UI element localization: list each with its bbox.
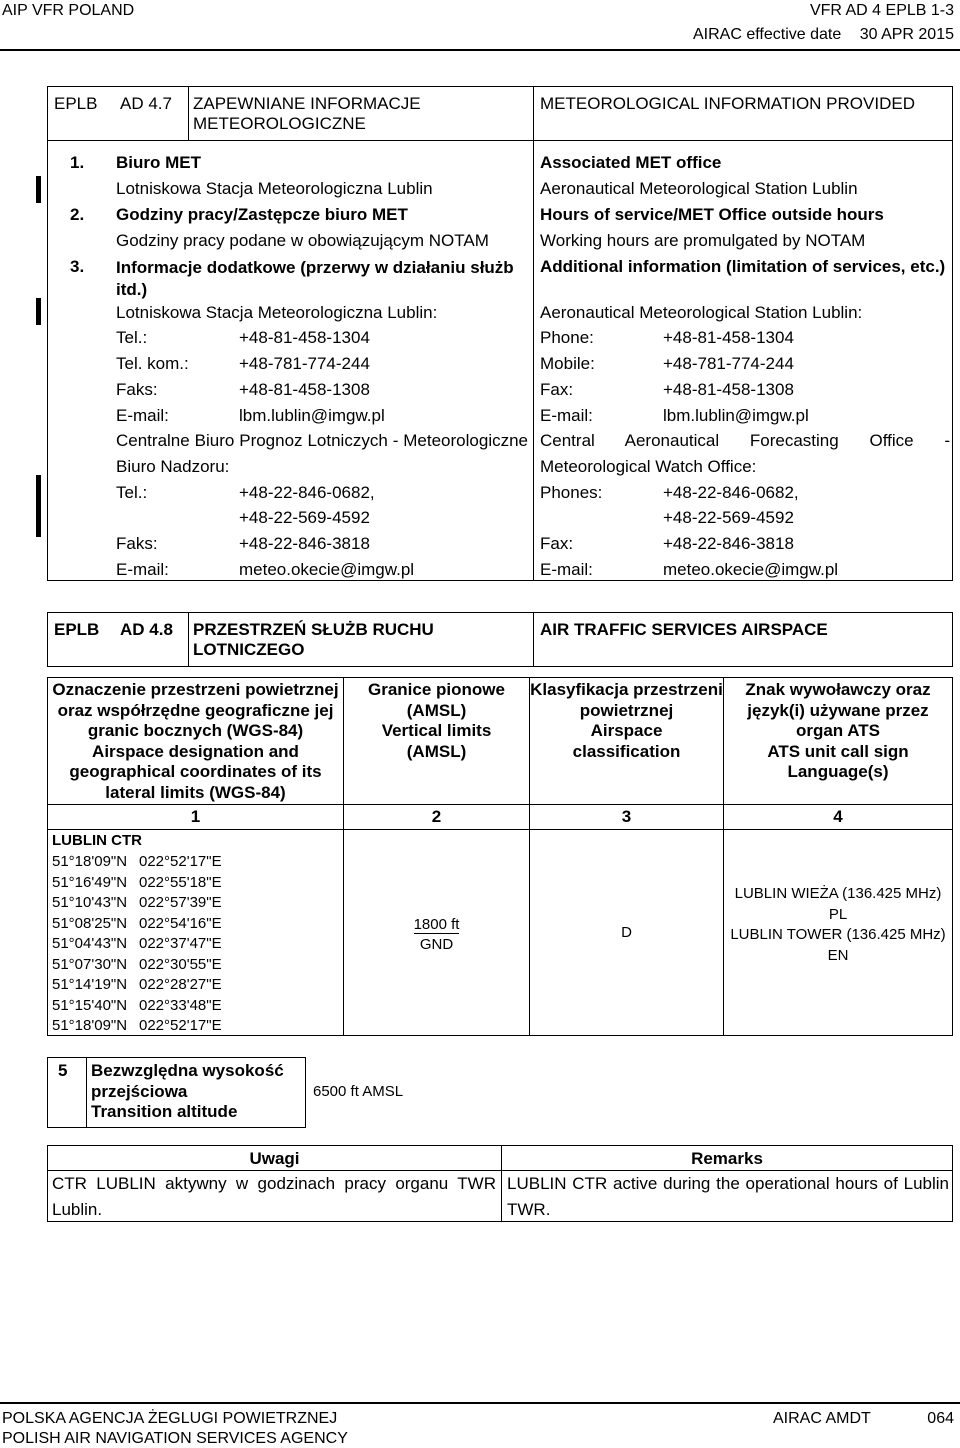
central-office-en: Central Aeronautical Forecasting Office - bbox=[540, 431, 950, 450]
ctr-name: LUBLIN CTR bbox=[52, 832, 142, 849]
item-text-pl: Godziny pracy podane w obowiązującym NOTAM bbox=[116, 231, 489, 250]
ad47-number: AD 4.7 bbox=[120, 94, 172, 113]
atc-callsign: LUBLIN WIEŻA (136.425 MHz) PL LUBLIN TOWER (136.425 MHz) EN bbox=[730, 885, 946, 964]
transition-altitude-value: 6500 ft AMSL bbox=[313, 1083, 404, 1100]
contact-label: Phone: bbox=[540, 328, 594, 347]
coordinate-latitude: 51°10'43"N bbox=[52, 894, 128, 911]
contact-value: +48-81-458-1308 bbox=[239, 380, 370, 399]
contact-value: +48-22-846-0682, bbox=[663, 483, 799, 502]
contact-value: +48-81-458-1304 bbox=[663, 328, 794, 347]
remarks-heading-en: Remarks bbox=[691, 1149, 763, 1168]
footer-agency-en: POLISH AIR NAVIGATION SERVICES AGENCY bbox=[2, 1430, 348, 1447]
change-bar bbox=[36, 176, 41, 203]
contact-value: +48-22-846-3818 bbox=[239, 534, 370, 553]
central-office-en-2: Meteorological Watch Office: bbox=[540, 457, 757, 476]
header-rule bbox=[0, 49, 960, 51]
coordinate-latitude: 51°18'09"N bbox=[52, 1017, 128, 1034]
coordinate-longitude: 022°52'17"E bbox=[139, 853, 222, 870]
contact-label: E-mail: bbox=[116, 560, 169, 579]
coordinate-latitude: 51°08'25"N bbox=[52, 914, 128, 932]
item-heading-pl: Godziny pracy/Zastępcze biuro MET bbox=[116, 205, 408, 224]
coordinate-latitude: 51°07'30"N bbox=[52, 955, 128, 973]
remarks-heading-pl: Uwagi bbox=[249, 1149, 300, 1168]
station-pl: Lotniskowa Stacja Meteorologiczna Lublin: bbox=[116, 303, 438, 322]
ad48-title-pl: PRZESTRZEŃ SŁUŻB RUCHU bbox=[193, 620, 434, 639]
coordinate-latitude: 51°16'49"N bbox=[52, 873, 128, 891]
contact-label: Tel.: bbox=[116, 483, 148, 502]
column-header-vertical-limits: Granice pionowe (AMSL) Vertical limits (AMSL) bbox=[368, 680, 505, 761]
transition-altitude-label: Bezwzględna wysokość przejściowa Transition altitude bbox=[91, 1061, 284, 1121]
contact-label: Mobile: bbox=[540, 354, 595, 373]
vertical-limits bbox=[344, 915, 529, 955]
central-office-pl-2: Biuro Nadzoru: bbox=[116, 457, 230, 476]
contact-value: +48-22-569-4592 bbox=[663, 508, 794, 527]
remarks-pl-2: Lublin. bbox=[52, 1200, 103, 1219]
contact-value: +48-781-774-244 bbox=[239, 354, 370, 373]
column-number: 2 bbox=[431, 807, 442, 826]
header-left: AIP VFR POLAND bbox=[2, 2, 135, 19]
coordinate-longitude: 022°37'47"E bbox=[139, 935, 222, 952]
column-header-designation: Oznaczenie przestrzeni powietrznej oraz współrzędne geograficzne jej granic bocznych (WGS-84) Airspace designation and geographical coordinates of its lateral limits (WGS-84) bbox=[52, 680, 339, 802]
contact-value: +48-22-569-4592 bbox=[239, 508, 370, 527]
footer-amdt-number: 064 bbox=[927, 1410, 954, 1427]
item-number: 2. bbox=[70, 205, 85, 224]
contact-value: +48-81-458-1308 bbox=[663, 380, 794, 399]
coordinate-longitude: 022°33'48"E bbox=[139, 996, 222, 1014]
column-header-classification: Klasyfikacja przestrzeni powietrznej Airspace classification bbox=[530, 680, 723, 761]
coordinate-longitude: 022°54'16"E bbox=[139, 914, 222, 932]
ad47-title-pl: ZAPEWNIANE INFORMACJE METEOROLOGICZNE bbox=[193, 94, 421, 133]
coordinate-latitude: 51°15'40"N bbox=[52, 996, 128, 1014]
coordinate-latitude: 51°04'43"N bbox=[52, 935, 128, 952]
column-header-callsign: Znak wywoławczy oraz język(i) używane przez organ ATS ATS unit call sign Language(s) bbox=[745, 680, 931, 781]
column-number: 3 bbox=[621, 807, 632, 826]
contact-value: +48-22-846-3818 bbox=[663, 534, 794, 553]
contact-label: Fax: bbox=[540, 380, 574, 399]
coordinate-longitude: 022°30'55"E bbox=[139, 955, 222, 973]
airac-effective-label: AIRAC effective date bbox=[693, 26, 842, 43]
contact-label: E-mail: bbox=[540, 406, 593, 425]
contact-label: Phones: bbox=[540, 483, 603, 502]
header-document-id: VFR AD 4 EPLB 1-3 bbox=[809, 2, 954, 19]
change-bar bbox=[36, 475, 41, 537]
ad48-title-pl-2: LOTNICZEGO bbox=[193, 640, 305, 659]
remarks-pl: CTR LUBLIN aktywny w godzinach pracy organu TWR bbox=[52, 1174, 496, 1193]
transition-item-number: 5 bbox=[58, 1061, 68, 1080]
contact-value: +48-81-458-1304 bbox=[239, 328, 370, 347]
upper-limit: 1800 ft bbox=[413, 916, 460, 933]
airac-effective-date: 30 APR 2015 bbox=[859, 26, 954, 43]
coordinate-longitude: 022°28'27"E bbox=[139, 976, 222, 993]
ad48-title-en: AIR TRAFFIC SERVICES AIRSPACE bbox=[540, 620, 828, 639]
airspace-class: D bbox=[621, 924, 632, 941]
contact-label: Faks: bbox=[116, 534, 158, 553]
item-text-en: Aeronautical Meteorological Station Lublin bbox=[540, 179, 858, 198]
contact-label: E-mail: bbox=[116, 406, 169, 425]
contact-value: lbm.lublin@imgw.pl bbox=[239, 406, 385, 425]
column-number: 1 bbox=[190, 807, 201, 826]
item-heading-pl: Informacje dodatkowe (przerwy w działaniu służb itd.) bbox=[116, 258, 514, 299]
contact-value: meteo.okecie@imgw.pl bbox=[239, 560, 415, 579]
item-number: 1. bbox=[70, 153, 85, 172]
ad48-code: EPLB bbox=[54, 620, 100, 639]
footer-amdt-label: AIRAC AMDT bbox=[773, 1410, 871, 1427]
ad48-number: AD 4.8 bbox=[120, 620, 173, 639]
item-text-pl: Lotniskowa Stacja Meteorologiczna Lublin bbox=[116, 179, 433, 198]
item-number: 3. bbox=[70, 257, 85, 276]
contact-label: Tel.: bbox=[116, 328, 148, 347]
ad47-code: EPLB bbox=[54, 94, 98, 113]
contact-value: meteo.okecie@imgw.pl bbox=[663, 560, 839, 579]
coordinate-longitude: 022°57'39"E bbox=[139, 894, 222, 911]
coordinate-longitude: 022°55'18"E bbox=[139, 873, 222, 891]
ad47-title-en: METEOROLOGICAL INFORMATION PROVIDED bbox=[540, 94, 915, 113]
item-heading-en: Additional information (limitation of services, etc.) bbox=[540, 257, 946, 276]
coordinate-latitude: 51°18'09"N bbox=[52, 853, 128, 870]
contact-label: Fax: bbox=[540, 534, 574, 553]
contact-value: +48-22-846-0682, bbox=[239, 483, 375, 502]
coordinate-latitude: 51°14'19"N bbox=[52, 976, 128, 993]
footer-agency-pl: POLSKA AGENCJA ŻEGLUGI POWIETRZNEJ bbox=[2, 1410, 338, 1427]
column-number: 4 bbox=[833, 807, 843, 826]
contact-label: E-mail: bbox=[540, 560, 593, 579]
lower-limit: GND bbox=[419, 936, 454, 953]
item-heading-en: Hours of service/MET Office outside hours bbox=[540, 205, 884, 224]
contact-value: lbm.lublin@imgw.pl bbox=[663, 406, 809, 425]
station-en: Aeronautical Meteorological Station Lublin: bbox=[540, 303, 863, 322]
coordinate-longitude: 022°52'17"E bbox=[139, 1017, 222, 1034]
central-office-pl: Centralne Biuro Prognoz Lotniczych - Meteorologiczne bbox=[116, 431, 528, 450]
contact-value: +48-781-774-244 bbox=[663, 354, 794, 373]
contact-label: Tel. kom.: bbox=[116, 354, 189, 373]
item-heading-en: Associated MET office bbox=[540, 153, 722, 172]
remarks-en: LUBLIN CTR active during the operational hours of Lublin bbox=[507, 1174, 949, 1193]
remarks-en-2: TWR. bbox=[507, 1200, 551, 1219]
item-text-en: Working hours are promulgated by NOTAM bbox=[540, 231, 866, 250]
item-heading-pl: Biuro MET bbox=[116, 153, 201, 172]
change-bar bbox=[36, 298, 41, 325]
footer-rule bbox=[0, 1402, 960, 1404]
contact-label: Faks: bbox=[116, 380, 158, 399]
